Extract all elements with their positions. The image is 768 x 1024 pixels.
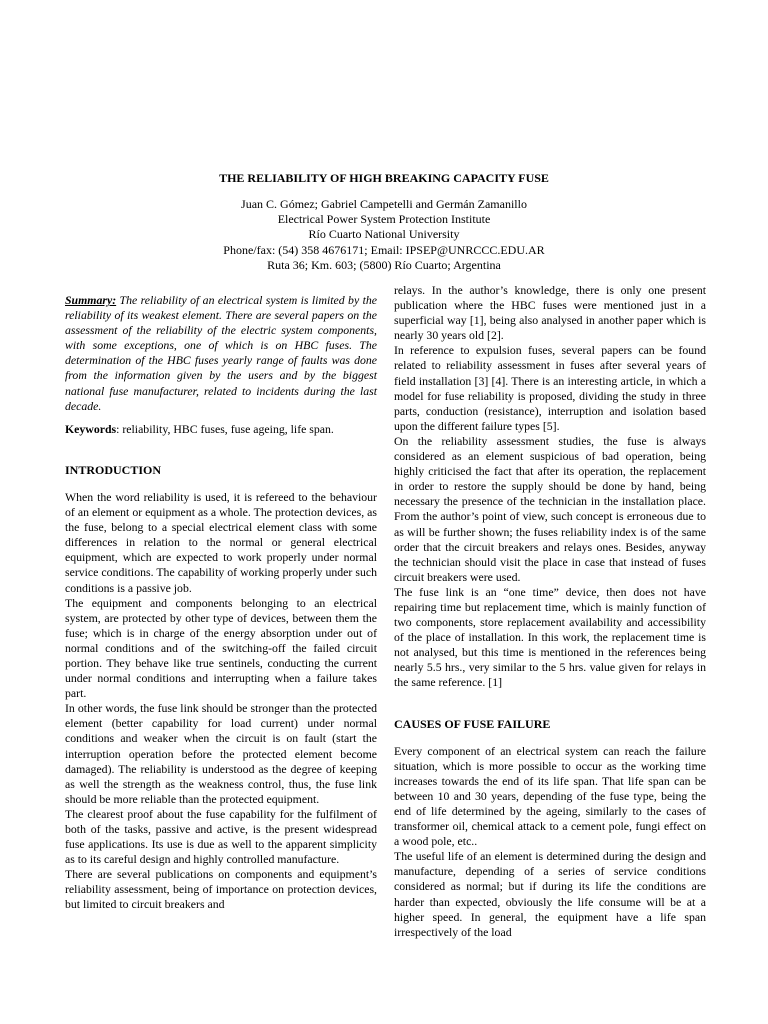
author-block bbox=[0, 197, 768, 273]
author-address: Ruta 36; Km. 603; (5800) Río Cuarto; Argentina bbox=[267, 257, 501, 272]
section-heading-introduction: INTRODUCTION bbox=[65, 462, 162, 477]
body-paragraph: The fuse link is an “one time” device, then does not have repairing time but replacement time, which is mainly function of two components, store replacement availability and accessibility of the place of installation. In this work, the replacement time is not analysed, but this time is mentioned in the references being nearly 5.5 hrs., very similar to the 5 hrs. value given for relays in the same reference. [1] bbox=[394, 584, 706, 690]
body-paragraph: relays. In the author’s knowledge, there is only one present publication where the HBC fuses were mentioned just in a superficial way [1], being also analysed in another paper which is nearly 30 years old [2]. bbox=[394, 283, 706, 343]
section-heading-causes: CAUSES OF FUSE FAILURE bbox=[394, 716, 551, 731]
paper-title: THE RELIABILITY OF HIGH BREAKING CAPACITY FUSE bbox=[219, 171, 549, 185]
author-names: Juan C. Gómez; Gabriel Campetelli and Germán Zamanillo bbox=[241, 197, 527, 211]
author-university: Río Cuarto National University bbox=[308, 227, 460, 242]
body-paragraph: The useful life of an element is determined during the design and manufacture, depending of a series of service conditions considered as normal; but if during its life the conditions are harder than expected, obviously the life consume will be at a higher speed. In general, the equipment have a life span irrespectively of the load bbox=[394, 849, 706, 939]
body-paragraph: The equipment and components belonging to an electrical system, are protected by other type of devices, between them the fuse; which is in charge of the energy absorption under out of normal conditions and of the switching-off the failed circuit portion. They behave like true sentinels, conducting the current under normal conditions and interrupting when a failure takes part. bbox=[65, 595, 377, 701]
keywords-label: Keywords bbox=[65, 421, 117, 436]
body-paragraph: There are several publications on components and equipment’s reliability assessment, being of importance on protection devices, but limited to circuit breakers and bbox=[65, 867, 377, 912]
body-paragraph: In other words, the fuse link should be stronger than the protected element (better capability for load current) under normal conditions and weaker when the circuit is on fault (start the interruption operation before the protected element become damaged). The reliability is understood as the degree of keeping as well the strength as the weakness control, thus, the fuse link should be more reliable than the protected equipment. bbox=[65, 701, 377, 806]
keywords-text: : reliability, HBC fuses, fuse ageing, life span. bbox=[116, 421, 334, 436]
left-column bbox=[65, 293, 377, 913]
author-institute: Electrical Power System Protection Institute bbox=[277, 212, 491, 227]
body-paragraph: The clearest proof about the fuse capability for the fulfilment of both of the tasks, passive and active, is the present widespread fuse applications. Its use is due as well to the apparent simplicity as to its careful design and highly controlled manufacture. bbox=[65, 806, 377, 867]
body-paragraph: On the reliability assessment studies, the fuse is always considered as an element suspicious of bad operation, being highly criticised the fact that after its operation, the replacement in order to restore the supply should be done by hand, being necessary the presence of the technician in the installation place. From the author’s point of view, such concept is erroneous due to as will be further shown; the fuses reliability index is of the same order that the circuit breakers and relays ones. Besides, anyway the technician should visit the place in case that instead of fuses circuit breakers were used. bbox=[394, 433, 706, 584]
author-contact: Phone/fax: (54) 358 4676171; Email: IPSEP@UNRCCC.EDU.AR bbox=[223, 242, 545, 257]
summary-paragraph bbox=[65, 293, 377, 414]
summary-label: Summary: bbox=[65, 293, 117, 307]
keywords-paragraph bbox=[65, 422, 377, 437]
right-column bbox=[394, 283, 706, 940]
body-paragraph: When the word reliability is used, it is refereed to the behaviour of an element or equipment as a whole. The protection devices, as the fuse, belong to a special electrical element class with some differences in relation to the normal or general electrical equipment, which are expected to work properly under normal service conditions. The capability of working properly under such conditions is a passive job. bbox=[65, 489, 377, 595]
body-paragraph: Every component of an electrical system can reach the failure situation, which is more possible to occur as the working time increases towards the end of its life span. That life span can be between 10 and 30 years, depending of the fuse type, being the end of life determined by the ageing, similarly to the cases of transformer oil, chemical attack to a cement pole, fungi effect on a wood pole, etc.. bbox=[394, 743, 706, 849]
summary-text: The reliability of an electrical system is limited by the reliability of its weakest element. There are several papers on the assessment of the reliability of the electric system components, with some exceptions, one of which is on HBC fuses. The determination of the HBC fuses yearly range of faults was done from the information given by the users and by the biggest national fuse manufacturer, related to incidents during the last decade. bbox=[65, 293, 377, 413]
body-paragraph: In reference to expulsion fuses, several papers can be found related to reliability assessment in fuses after several years of field installation [3] [4]. There is an interesting article, in which a model for fuse reliability is proposed, dividing the study in three parts, conduction (resistance), interruption and isolation based upon the different failure types [5]. bbox=[394, 343, 706, 433]
